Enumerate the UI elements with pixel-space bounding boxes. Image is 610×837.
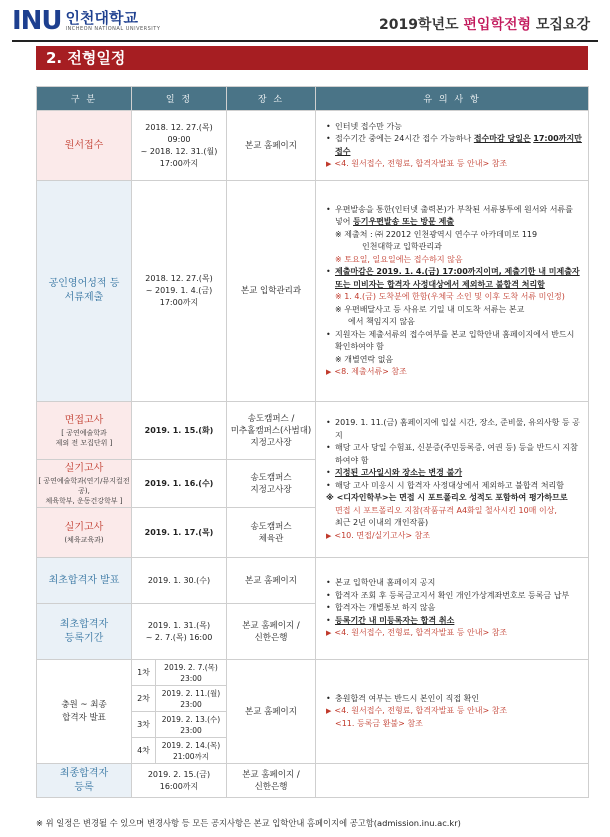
logo-korean: 인천대학교: [65, 8, 138, 27]
row-place: 송도캠퍼스 / 미추홀캠퍼스(사범대) 지정고사장: [227, 402, 316, 460]
row-notes: • 인터넷 접수만 가능 • 접수기간 중에는 24시간 접수 가능하나 접수마감 당일은 17:00까지만 접수 ▶ <4. 원서접수, 전형료, 합격자발표 등 안내> 참조: [316, 111, 589, 181]
round-date: 2019. 2. 7.(목) 23:00: [156, 660, 227, 686]
logo-english: INCHEON NATIONAL UNIVERSITY: [65, 25, 161, 32]
row-category: 실기고사 [ 공연예술학과(연기/뮤지컬전공), 체육학부, 운동건강학부 ]: [37, 460, 132, 508]
university-logo: [12, 6, 160, 36]
row-category: 충원 ~ 최종 합격자 발표: [37, 660, 132, 764]
title-highlight: 편입학전형: [463, 17, 532, 33]
row-category: 최종합격자 등록: [37, 764, 132, 798]
row-date: 2019. 1. 16.(수): [132, 460, 227, 508]
section-title: 2. 전형일정: [36, 46, 588, 70]
reference-link: ▶ <8. 제출서류> 참조: [326, 367, 407, 376]
title-suffix: 모집요강: [531, 17, 590, 33]
title-prefix: 2019학년도: [378, 17, 464, 33]
round-label: 3차: [132, 712, 156, 738]
table-row: [37, 402, 589, 460]
row-category: 면접고사 [ 공연예술학과 제외 전 모집단위 ]: [37, 402, 132, 460]
col-header-place: 장 소: [227, 87, 316, 111]
table-row: [37, 558, 589, 604]
header-divider: [12, 40, 598, 42]
table-row: [37, 660, 589, 686]
row-date: 2019. 1. 15.(화): [132, 402, 227, 460]
row-notes: • 2019. 1. 11.(금) 홈페이지에 입실 시간, 장소, 준비물, 유의사항 등 공지 • 해당 고사 당일 수험표, 신분증(주민등록증, 여권 등) 등을 반드시 지참하여야 함 • 지정된 고사일시와 장소는 변경 불가 • 해당 고사 미응시 시 합격자 사정대상에서 제외하고 불합격 처리함 ※ <디자인학부>는 면접 시 포트폴리오 성적도 포함하여 평가하므로 면접 시 포트폴리오 지참(작품규격 A4화일 철사시킨 10매 이상, 최근 2년 이내의 개인작품) ▶ <10. 면접/실기고사> 참조: [316, 402, 589, 558]
row-place: 본교 홈페이지 / 신한은행: [227, 604, 316, 660]
col-header-notes: 유 의 사 항: [316, 87, 589, 111]
logo-mark: INU: [12, 6, 62, 36]
round-date: 2019. 2. 11.(월) 23:00: [156, 686, 227, 712]
row-notes: • 본교 입학안내 홈페이지 공지 • 합격자 조회 후 등록금고지서 확인 개인가상계좌번호로 등록금 납부 • 합격자는 개별통보 하지 않음 • 등록기간 내 미등록자는 합격 취소 ▶ <4. 원서접수, 전형료, 합격자발표 등 안내> 참조: [316, 558, 589, 660]
reference-link: ▶ <10. 면접/실기고사> 참조: [326, 530, 431, 540]
round-label: 1차: [132, 660, 156, 686]
row-place: 송도캠퍼스 지정고사장: [227, 460, 316, 508]
round-label: 2차: [132, 686, 156, 712]
document-title: [379, 14, 590, 34]
row-date: 2019. 1. 17.(목): [132, 508, 227, 558]
row-category: 최초합격자 등록기간: [37, 604, 132, 660]
row-date: 2019. 1. 30.(수): [132, 558, 227, 604]
row-notes: • 충원합격 여부는 반드시 본인이 직접 확인 ▶ <4. 원서접수, 전형료, 합격자발표 등 안내> 참조 <11. 등록금 환불> 참조: [316, 660, 589, 764]
row-category: 최초합격자 발표: [37, 558, 132, 604]
row-notes: • 우편발송을 통한(인터넷 출력본)가 부착된 서류봉투에 원서와 서류를 넣어 등기우편발송 또는 방문 제출 ※ 제출처 : ㈜ 22012 인천광역시 연수구 아카데미로 119 인천대학교 입학관리과 ※ 토요일, 일요일에는 접수하지 않음 • 제출마감은 2019. 1. 4.(금) 17:00까지이며, 제출기한 내 미제출자 또는 미비자는 합격자 사정대상에서 제외하고 불합격 처리함 ※ 1. 4.(금) 도착분에 한함(우체국 소인 및 이후 도착 서류 미인정) ※ 우편배달사고 등 사유로 기일 내 미도착 서류는 본교 에서 책임지지 않음 • 지원자는 제출서류의 접수여부를 본교 입학안내 홈페이지에서 반드시 확인하여야 함 ※ 개별연락 없음 ▶ <8. 제출서류> 참조: [316, 181, 589, 402]
row-date: 2019. 2. 15.(금) 16:00까지: [132, 764, 227, 798]
table-row: [37, 181, 589, 402]
col-header-category: 구 분: [37, 87, 132, 111]
table-row: [37, 111, 589, 181]
reference-link: <11. 등록금 환불> 참조: [335, 718, 423, 728]
reference-link: ▶ <4. 원서접수, 전형료, 합격자발표 등 안내> 참조: [326, 706, 508, 716]
row-place: 본교 홈페이지: [227, 111, 316, 181]
schedule-table: [36, 86, 589, 798]
round-date: 2019. 2. 14.(목) 21:00까지: [156, 738, 227, 764]
reference-link: ▶ <4. 원서접수, 전형료, 합격자발표 등 안내> 참조: [326, 628, 508, 638]
footnote: ※ 위 일정은 변경될 수 있으며 변경사항 등 모든 공지사항은 본교 입학안내 홈페이지에 공고함(admission.inu.ac.kr): [36, 818, 461, 828]
row-place: 본교 홈페이지: [227, 660, 316, 764]
row-category: 실기고사 (체육교육과): [37, 508, 132, 558]
row-category: 원서접수: [37, 111, 132, 181]
table-row: [37, 764, 589, 798]
col-header-date: 일 정: [132, 87, 227, 111]
row-place: 본교 입학관리과: [227, 181, 316, 402]
row-notes: [316, 764, 589, 798]
row-date: 2018. 12. 27.(목) ~ 2019. 1. 4.(금) 17:00까지: [132, 181, 227, 402]
row-category: 공인영어성적 등 서류제출: [37, 181, 132, 402]
row-place: 본교 홈페이지 / 신한은행: [227, 764, 316, 798]
row-place: 송도캠퍼스 체육관: [227, 508, 316, 558]
round-label: 4차: [132, 738, 156, 764]
round-date: 2019. 2. 13.(수) 23:00: [156, 712, 227, 738]
page-header: [0, 0, 610, 42]
reference-link: ▶ <4. 원서접수, 전형료, 합격자발표 등 안내> 참조: [326, 159, 508, 168]
table-header-row: [37, 87, 589, 111]
row-date: 2018. 12. 27.(목) 09:00 ~ 2018. 12. 31.(월) 17:00까지: [132, 111, 227, 181]
row-place: 본교 홈페이지: [227, 558, 316, 604]
row-date: 2019. 1. 31.(목) ~ 2. 7.(목) 16:00: [132, 604, 227, 660]
